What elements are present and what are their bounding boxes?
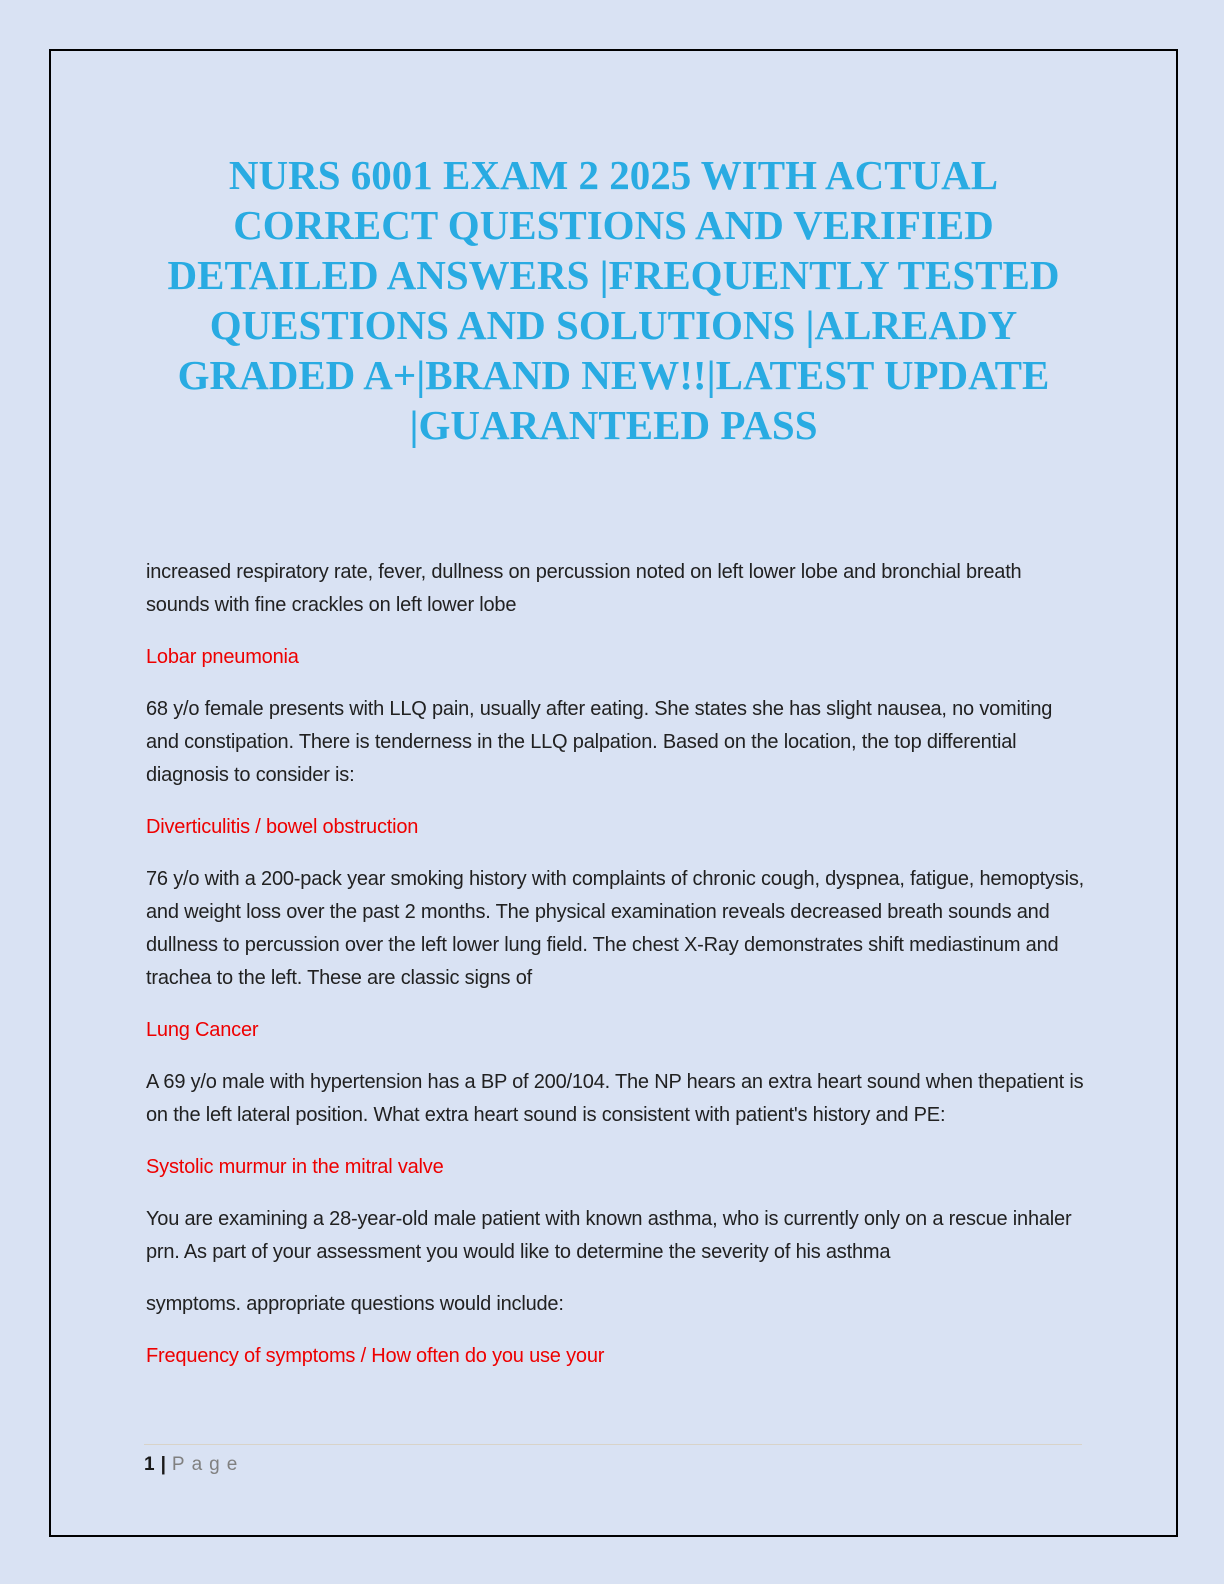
title-line: QUESTIONS AND SOLUTIONS |ALREADY xyxy=(209,302,1018,348)
answer-text: Systolic murmur in the mitral valve xyxy=(146,1156,444,1178)
question-text: 76 y/o with a 200-pack year smoking history with complaints of chronic cough, dyspnea, fatigue, hemoptysis, and weight loss over the past 2 months. The physical examination reveals decreased breath sounds and dullness to percussion over the left lower lung field. The chest X-Ray demonstrates shift mediastinum and trachea to the left. These are classic signs of xyxy=(146,868,1084,989)
document-body xyxy=(146,556,1084,1373)
title-line: NURS 6001 EXAM 2 2025 WITH ACTUAL xyxy=(228,152,999,198)
title-line: CORRECT QUESTIONS AND VERIFIED xyxy=(233,202,994,248)
footer-page-label: Page xyxy=(171,1454,245,1475)
page-footer xyxy=(144,1444,1082,1476)
page-number: 1 xyxy=(144,1454,155,1475)
footer-separator: | xyxy=(160,1454,166,1475)
question-text: A 69 y/o male with hypertension has a BP of 200/104. The NP hears an extra heart sound when thepatient is on the left lateral position. What extra heart sound is consistent with patient's history and PE: xyxy=(146,1071,1084,1126)
document-title xyxy=(146,150,1081,450)
title-line: |GUARANTEED PASS xyxy=(409,402,818,448)
answer-text: Diverticulitis / bowel obstruction xyxy=(146,816,419,838)
title-line: GRADED A+|BRAND NEW!!|LATEST UPDATE xyxy=(177,352,1050,398)
question-text: increased respiratory rate, fever, dullness on percussion noted on left lower lobe and bronchial breath sounds with fine crackles on left lower lobe xyxy=(146,561,1022,616)
question-text: You are examining a 28-year-old male patient with known asthma, who is currently only on a rescue inhaler prn. As part of your assessment you would like to determine the severity of his asthma xyxy=(146,1208,1072,1263)
question-text: symptoms. appropriate questions would include: xyxy=(146,1293,564,1315)
answer-text: Lung Cancer xyxy=(146,1019,259,1041)
answer-text: Lobar pneumonia xyxy=(146,646,299,668)
answer-text: Frequency of symptoms / How often do you use your xyxy=(146,1345,605,1367)
question-text: 68 y/o female presents with LLQ pain, usually after eating. She states she has slight nausea, no vomiting and constipation. There is tenderness in the LLQ palpation. Based on the location, the top differential diagnosis to consider is: xyxy=(146,698,1053,786)
page-border-frame xyxy=(49,49,1178,1537)
title-line: DETAILED ANSWERS |FREQUENTLY TESTED xyxy=(167,252,1060,298)
